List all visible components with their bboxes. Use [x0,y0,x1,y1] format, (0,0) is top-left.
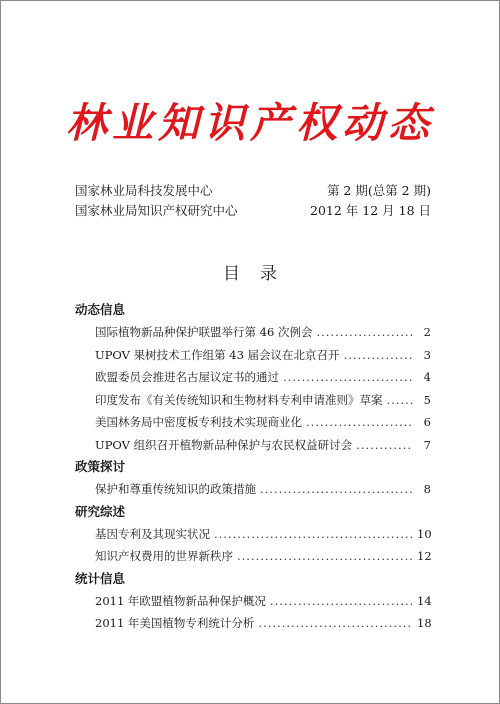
publication-info [75,181,431,221]
toc-heading: 目录 [223,264,297,284]
toc-entry-page-number: 10 [417,526,432,541]
toc-entry-page-number: 5 [423,392,431,407]
toc-entry[interactable] [75,321,431,344]
toc-entry-title: 2011 年欧盟植物新品种保护概况 [95,593,266,608]
dot-leader [316,321,413,344]
toc-entry-page-number: 18 [417,616,432,630]
toc-entry-title: 国际植物新品种保护联盟举行第 46 次例会 [95,325,313,339]
toc-entry[interactable] [75,389,431,412]
toc-entry-page-number: 6 [423,415,431,429]
toc-entry-page-number: 12 [417,549,432,563]
toc-entry-title: UPOV 果树技术工作组第 43 届会议在北京召开 [95,347,340,362]
toc-entry[interactable] [75,612,431,635]
toc-entry-page-number: 3 [423,347,431,362]
toc-entry-title: 欧盟委员会推进名古屋议定书的通过 [95,370,279,384]
toc-entry-page-number: 8 [423,482,431,496]
toc-entry-title: 美国林务局中密度板专利技术实现商业化 [95,415,302,429]
dot-leader [270,590,413,613]
toc-section-header: 动态信息 [75,302,126,317]
toc-section-header: 政策探讨 [75,459,126,474]
toc-entry-title: 知识产权费用的世界新秩序 [95,549,233,563]
dot-leader [214,523,413,546]
toc-entry[interactable] [75,590,431,613]
toc-entry-page-number: 4 [423,370,431,384]
toc-entry-title: 印度发布《有关传统知识和生物材料专利申请准则》草案 [95,392,383,407]
issuer-line-2: 国家林业局知识产权研究中心 [75,203,238,218]
toc-entry[interactable] [75,411,431,434]
toc-entry[interactable] [75,366,431,389]
dot-leader [387,389,414,412]
toc-entry-title: 基因专利及其现实状况 [95,526,210,541]
issue-date: 2012 年 12 月 18 日 [310,203,431,218]
toc-entry[interactable] [75,344,431,367]
table-of-contents [75,299,431,635]
toc-entry[interactable] [75,478,431,501]
toc-entry-title: 保护和尊重传统知识的政策措施 [95,482,256,496]
info-row-2 [75,201,431,221]
toc-entry[interactable] [75,434,431,457]
info-row-1 [75,181,431,201]
toc-entry-title: 2011 年美国植物专利统计分析 [95,616,255,630]
toc-section-header: 研究综述 [75,503,126,519]
toc-entry-title: UPOV 组织召开植物新品种保护与农民权益研讨会 [95,437,353,452]
toc-entry-page-number: 2 [423,325,431,339]
toc-entry[interactable] [75,545,431,568]
masthead-title: 林业知识产权动态 [66,99,434,147]
dot-leader [283,366,413,389]
issue-number: 第 2 期(总第 2 期) [326,183,431,198]
dot-leader [258,612,413,635]
toc-section-header: 统计信息 [75,570,126,586]
dot-leader [344,344,413,367]
issuer-line-1: 国家林业局科技发展中心 [75,183,213,198]
dot-leader [306,411,413,434]
dot-leader [237,545,413,568]
toc-entry-page-number: 14 [417,593,432,608]
toc-entry[interactable] [75,523,431,546]
toc-entry-page-number: 7 [423,437,431,452]
dot-leader [356,434,413,457]
dot-leader [260,478,413,501]
